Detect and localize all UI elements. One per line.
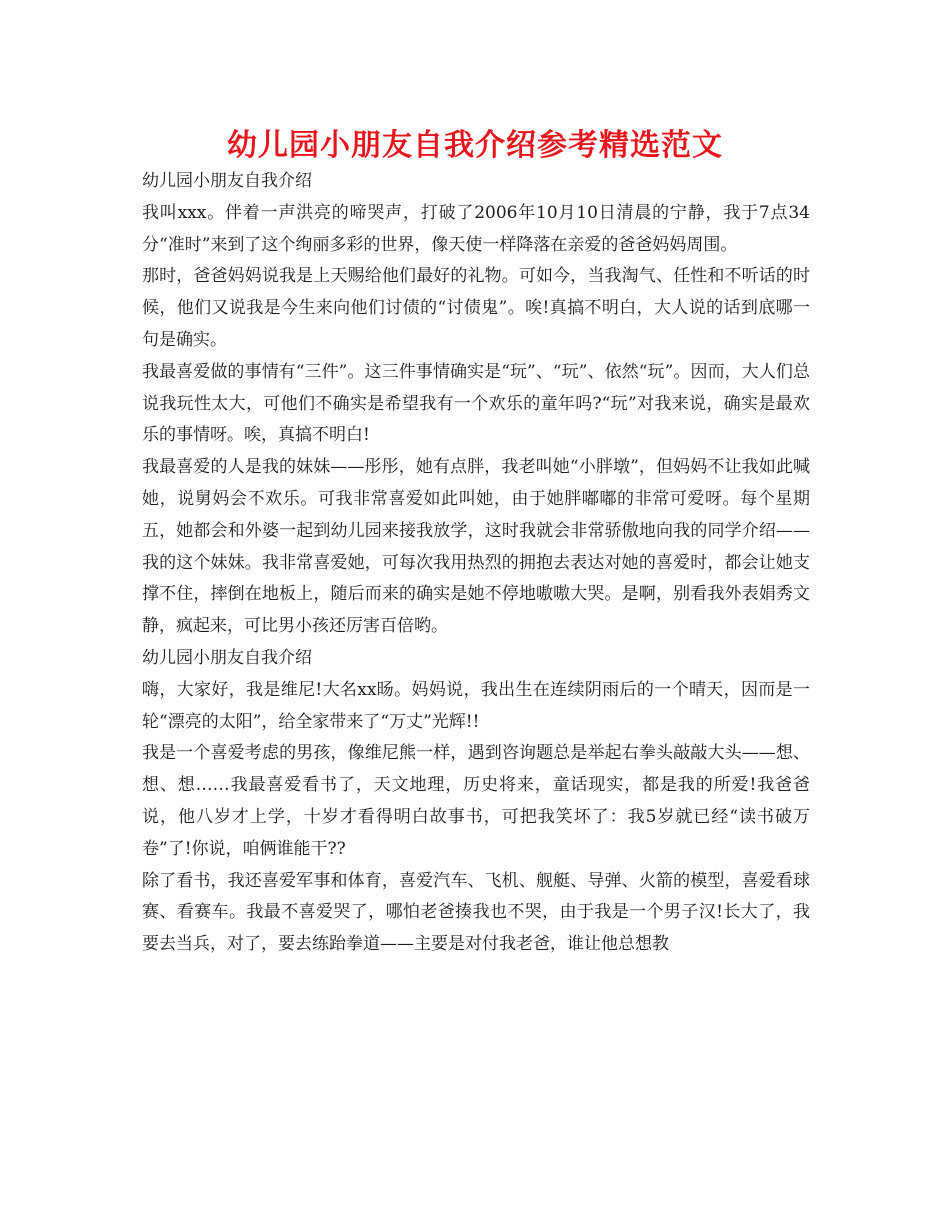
paragraph: 除了看书，我还喜爱军事和体育，喜爱汽车、飞机、舰艇、导弹、火箭的模型，喜爱看球赛、看赛车。我最不喜爱哭了，哪怕老爸揍我也不哭，由于我是一个男子汉!长大了，我要去当兵，对了，要去练跆拳道——主要是对付我老爸，谁让他总想教 <box>142 870 810 955</box>
paragraph: 我叫xxx。伴着一声洪亮的啼哭声，打破了2006年10月10日清晨的宁静，我于7点34分“准时”来到了这个绚丽多彩的世界，像天使一样降落在亲爱的爸爸妈妈周围。 <box>142 202 810 255</box>
paragraph: 我是一个喜爱考虑的男孩，像维尼熊一样，遇到咨询题总是举起右拳头敲敲大头——想、想、想……我最喜爱看书了，天文地理，历史将来，童话现实，都是我的所爱!我爸爸说，他八岁才上学，十岁才看得明白故事书，可把我笑坏了：我5岁就已经“读书破万卷”了!你说，咱俩谁能干?? <box>142 743 810 859</box>
section-heading: 幼儿园小朋友自我介绍 <box>142 171 312 191</box>
section-heading: 幼儿园小朋友自我介绍 <box>142 647 312 668</box>
paragraph: 我最喜爱的人是我的妹妹——彤彤，她有点胖，我老叫她“小胖墩”，但妈妈不让我如此喊她，说舅妈会不欢乐。可我非常喜爱如此叫她，由于她胖嘟嘟的非常可爱呀。每个星期五，她都会和外婆一起到幼儿园来接我放学，这时我就会非常骄傲地向我的同学介绍——我的这个妹妹。我非常喜爱她，可每次我用热烈的拥抱去表达对她的喜爱时，都会让她支撑不住，摔倒在地板上，随后而来的确实是她不停地嗷嗷大哭。是啊，别看我外表娟秀文静，疯起来，可比男小孩还厉害百倍哟。 <box>142 457 810 637</box>
document-title: 幼儿园小朋友自我介绍参考精选范文 <box>227 128 723 163</box>
document-body <box>142 166 810 961</box>
paragraph: 我最喜爱做的事情有“三件”。这三件事情确实是“玩”、“玩”、依然“玩”。因而，大人们总说我玩性太大，可他们不确实是希望我有一个欢乐的童年吗?“玩”对我来说，确实是最欢乐的事情呀。唉，真搞不明白! <box>142 361 810 446</box>
paragraph: 那时，爸爸妈妈说我是上天赐给他们最好的礼物。可如今，当我淘气、任性和不听话的时候，他们又说我是今生来向他们讨债的“讨债鬼”。唉!真搞不明白，大人说的话到底哪一句是确实。 <box>142 266 810 350</box>
paragraph: 嗨，大家好，我是维尼!大名xx旸。妈妈说，我出生在连续阴雨后的一个晴天，因而是一轮“漂亮的太阳”，给全家带来了“万丈”光辉!! <box>142 679 810 732</box>
